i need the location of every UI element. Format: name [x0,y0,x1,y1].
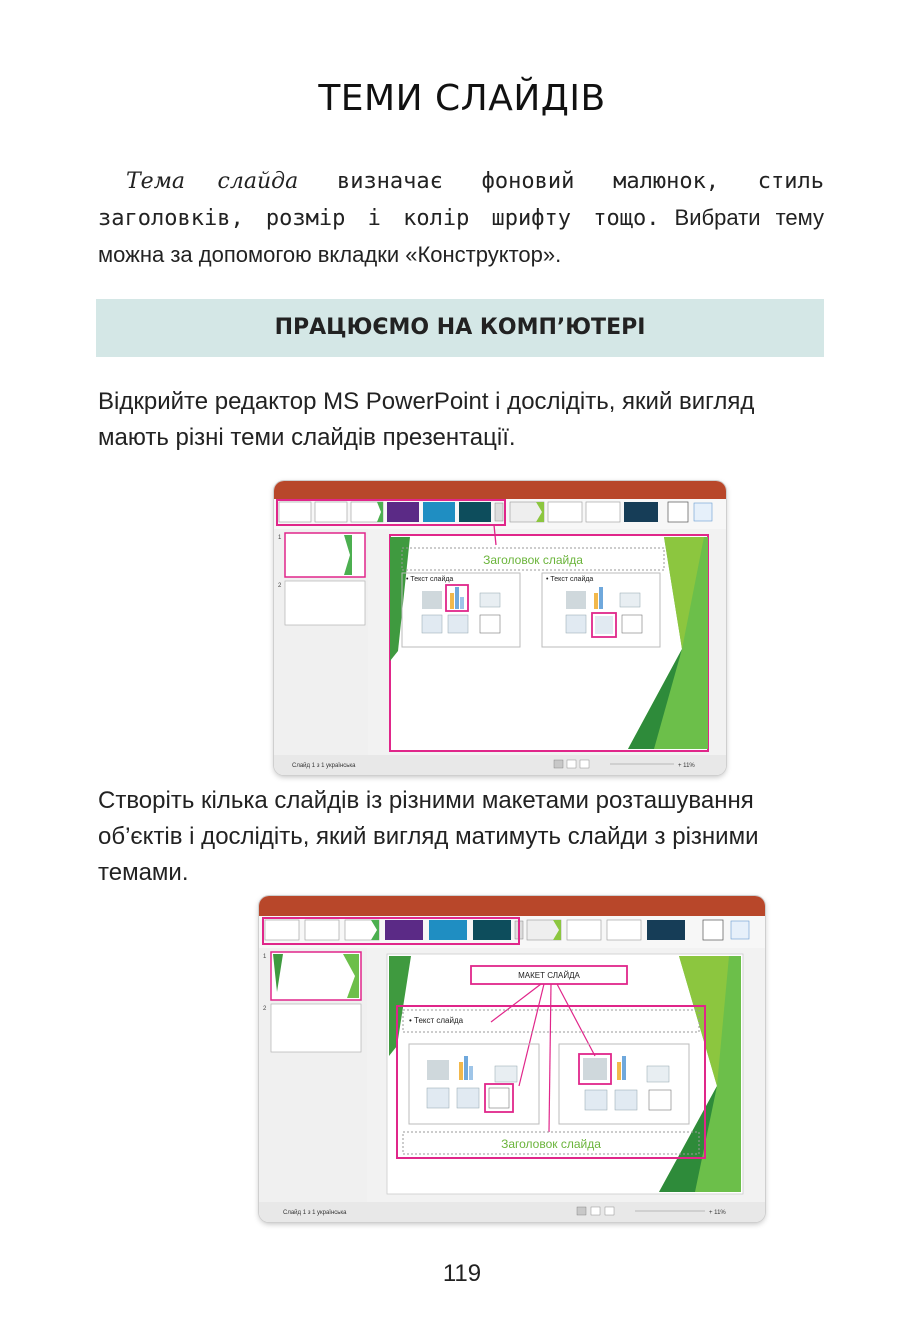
task-paragraph-1: Відкрийте редактор MS PowerPoint і дослідіть, який вигляд мають різні теми слайдів презентації. [98,388,755,451]
page-title: ТЕМИ СЛАЙДІВ [318,78,606,119]
zoom-level: + 11% [678,763,695,769]
slide-title: Заголовок слайда [501,1137,601,1151]
bullet-text-left: • Текст слайда [406,576,454,583]
powerpoint-screenshot-1 [274,481,726,775]
slide-thumbnail-2 [271,1004,361,1052]
intro-instruction: Вибрати тему можна за допомогою вкладки «Конструктор». [98,205,825,267]
bullet-text-right: • Текст слайда [546,576,594,583]
thumb-number: 1 [278,535,282,541]
zoom-level: + 11% [709,1210,726,1216]
section-band [96,299,824,357]
thumb-number: 2 [278,583,282,589]
status-language: українська [317,1210,347,1216]
thumb-number: 2 [263,1006,267,1012]
powerpoint-screenshot-2 [259,896,765,1222]
ribbon-titlebar [259,896,765,916]
intro-definition: визначає фоновий малюнок, стиль заголовків, розмір і колір шрифту тощо. [98,169,825,231]
section-title: ПРАЦЮЄМО НА КОМП’ЮТЕРІ [274,315,646,340]
term-theme: Тема слайда [126,169,299,194]
slide-title: Заголовок слайда [483,553,583,567]
bullet-text: • Текст слайда [409,1016,464,1025]
status-slide-count: Слайд 1 з 1 [283,1210,316,1216]
page-number: 119 [442,1260,482,1287]
ribbon-titlebar [274,481,726,499]
status-slide-count: Слайд 1 з 1 [292,763,325,769]
thumb-number: 1 [263,954,267,960]
status-language: українська [326,763,356,769]
slide-thumbnail-2 [285,581,365,625]
task-paragraph-2: Створіть кілька слайдів із різними макетами розташування об’єктів і дослідіть, який вигляд матимуть слайди з різними темами. [98,787,759,886]
intro-paragraph [98,164,824,274]
slide-thumbnail-1 [285,533,365,577]
layout-label: МАКЕТ СЛАЙДА [518,971,580,980]
